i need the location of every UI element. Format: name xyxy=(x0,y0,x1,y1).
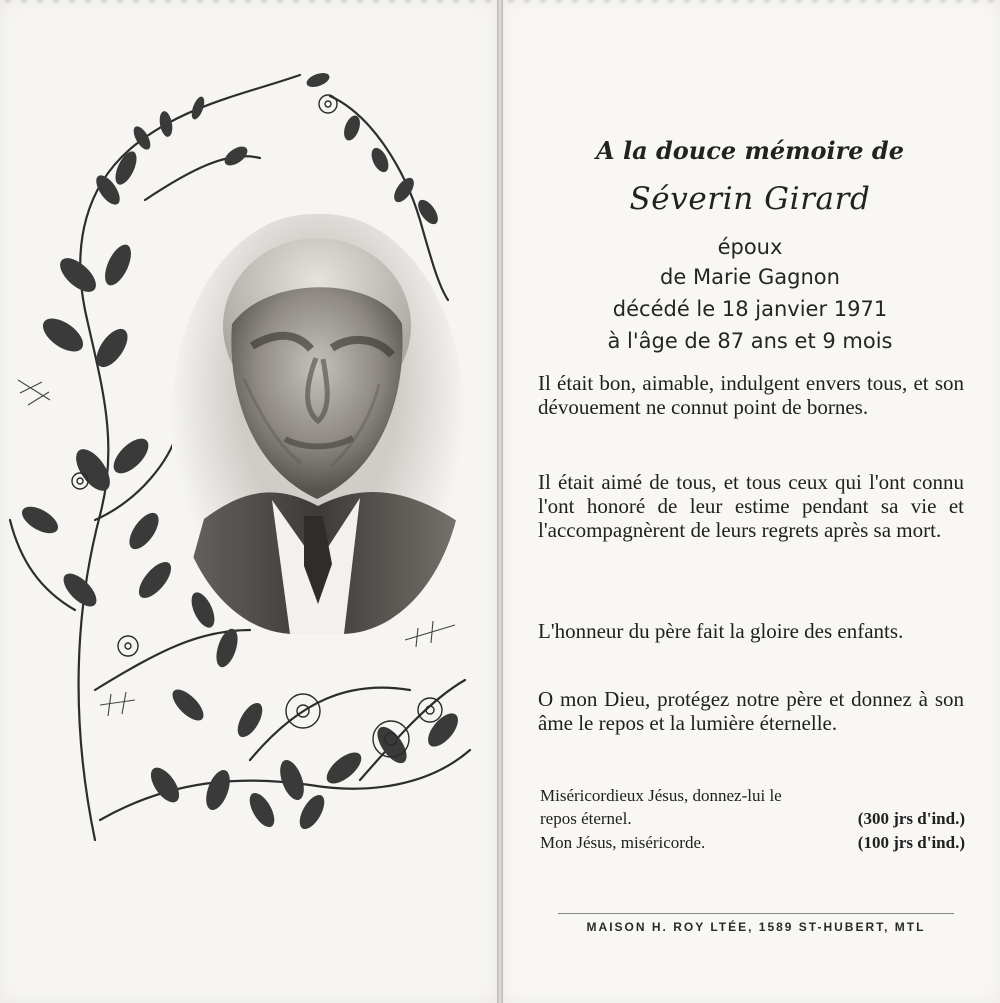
memorial-paragraph-3: L'honneur du père fait la gloire des enfants. xyxy=(538,619,904,643)
age-at-death: à l'âge de 87 ans et 9 mois xyxy=(607,329,893,353)
publisher-footer: MAISON H. ROY LTÉE, 1589 ST-HUBERT, MTL xyxy=(586,920,926,934)
indulgence-1-text-2: repos éternel. xyxy=(540,809,632,828)
death-date: décédé le 18 janvier 1971 xyxy=(612,297,888,321)
indulgence-2-note: (100 jrs d'ind.) xyxy=(857,833,965,852)
indulgence-2-text: Mon Jésus, miséricorde. xyxy=(540,833,706,852)
memorial-paragraph-1: Il était bon, aimable, indulgent envers tous, et son dévouement ne connut point de bornes. xyxy=(538,371,964,420)
indulgence-2 xyxy=(540,831,965,854)
memorial-paragraph-2: Il était aimé de tous, et tous ceux qui l'ont connu l'ont honoré de leur estime pendant sa vie et l'accompagnèrent de leurs regrets après sa mort. xyxy=(538,470,964,543)
indulgence-1-line-1: Miséricordieux Jésus, donnez-lui le xyxy=(540,786,782,805)
portrait-photo-icon xyxy=(172,214,464,634)
left-card xyxy=(0,0,497,1003)
deceased-name: Séverin Girard xyxy=(629,181,871,217)
indulgence-1 xyxy=(540,784,965,830)
spouse-name: de Marie Gagnon xyxy=(660,265,840,289)
deckled-edge xyxy=(503,0,1000,10)
memorial-title: A la douce mémoire de xyxy=(596,136,904,165)
footer-divider xyxy=(558,913,954,914)
indulgence-1-line-2 xyxy=(540,807,965,830)
indulgence-1-note: (300 jrs d'ind.) xyxy=(857,809,965,828)
spouse-label: époux xyxy=(717,235,783,259)
memorial-prayer: O mon Dieu, protégez notre père et donnez à son âme le repos et la lumière éternelle. xyxy=(538,687,964,736)
portrait-photo xyxy=(172,214,464,634)
